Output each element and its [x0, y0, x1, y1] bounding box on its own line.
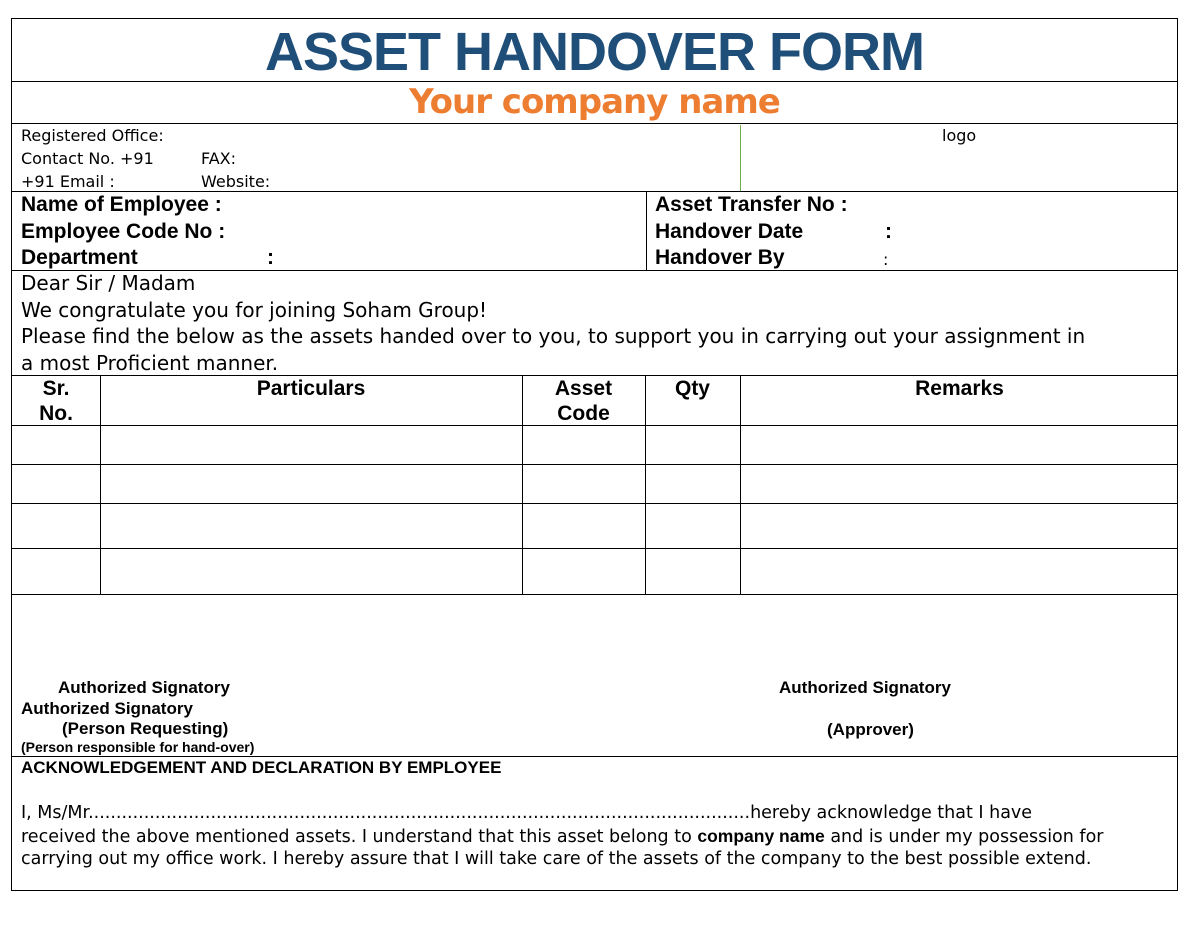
department-colon: :	[267, 246, 274, 269]
employee-code-label: Employee Code No :	[21, 220, 226, 243]
table-row[interactable]	[12, 548, 1177, 594]
acknowledgement-line2	[21, 825, 1171, 849]
column-header-remarks: Remarks	[915, 377, 1004, 400]
letter-body-line1: Please find the below as the assets handed over to you, to support you in carrying out your assignment in	[21, 324, 1086, 348]
divider	[12, 123, 1177, 124]
employee-name-label: Name of Employee :	[21, 193, 222, 216]
ack-line1-end: hereby acknowledge that I have	[750, 803, 1033, 823]
department-label: Department	[21, 246, 138, 269]
column-header-asset-code	[522, 376, 645, 426]
form-frame	[11, 18, 1178, 891]
ack-line1-start: I, Ms/Mr.......................................................................................................................	[21, 803, 751, 823]
logo-divider	[740, 125, 741, 191]
person-requesting-label: (Person Requesting)	[62, 719, 229, 738]
approver-label: (Approver)	[827, 720, 914, 739]
asset-code-line1: Asset	[554, 377, 613, 400]
company-name: Your company name	[409, 82, 780, 122]
divider	[12, 756, 1177, 757]
letter-body-line2: a most Proficient manner.	[21, 350, 279, 375]
ack-line2-start: received the above mentioned assets. I understand that this asset belong to	[21, 827, 698, 847]
logo-placeholder: logo	[942, 126, 977, 145]
handover-date-label: Handover Date	[655, 220, 804, 243]
ack-line2-end: and is under my possession for	[824, 827, 1104, 847]
authorized-signatory-left: Authorized Signatory	[58, 678, 230, 697]
column-header-sr-no	[12, 376, 100, 426]
authorized-signatory-handover: Authorized Signatory	[21, 699, 193, 718]
table-row[interactable]	[12, 464, 1177, 503]
asset-transfer-no-label: Asset Transfer No :	[655, 193, 848, 216]
registered-office-label: Registered Office:	[21, 126, 164, 145]
handover-by-label: Handover By	[655, 246, 785, 269]
divider	[12, 594, 1177, 595]
sr-no-line2: No.	[39, 402, 73, 425]
employee-divider	[646, 191, 647, 270]
person-responsible-label: (Person responsible for hand-over)	[21, 739, 255, 755]
fax-label: FAX:	[201, 149, 237, 168]
column-header-particulars: Particulars	[256, 377, 366, 400]
acknowledgement-line3: carrying out my office work. I hereby assure that I will take care of the assets of the company to the best possible extend.	[21, 849, 1092, 869]
company-name-inline: company name	[697, 826, 825, 846]
column-header-qty: Qty	[674, 377, 710, 400]
email-label: +91 Email :	[21, 172, 115, 191]
sr-no-line1: Sr.	[42, 377, 70, 400]
table-row[interactable]	[12, 425, 1177, 464]
asset-code-line2: Code	[557, 402, 610, 425]
acknowledgement-heading: ACKNOWLEDGEMENT AND DECLARATION BY EMPLOYEE	[21, 758, 502, 777]
salutation: Dear Sir / Madam	[21, 271, 196, 295]
handover-date-colon: :	[885, 220, 892, 243]
contact-no-label: Contact No. +91	[21, 149, 154, 168]
form-title: ASSET HANDOVER FORM	[264, 22, 925, 82]
congratulation-text: We congratulate you for joining Soham Group!	[21, 297, 488, 322]
acknowledgement-line1	[21, 802, 1171, 825]
handover-by-colon: :	[883, 250, 889, 269]
website-label: Website:	[201, 172, 271, 191]
table-row[interactable]	[12, 503, 1177, 548]
authorized-signatory-right: Authorized Signatory	[779, 678, 951, 697]
